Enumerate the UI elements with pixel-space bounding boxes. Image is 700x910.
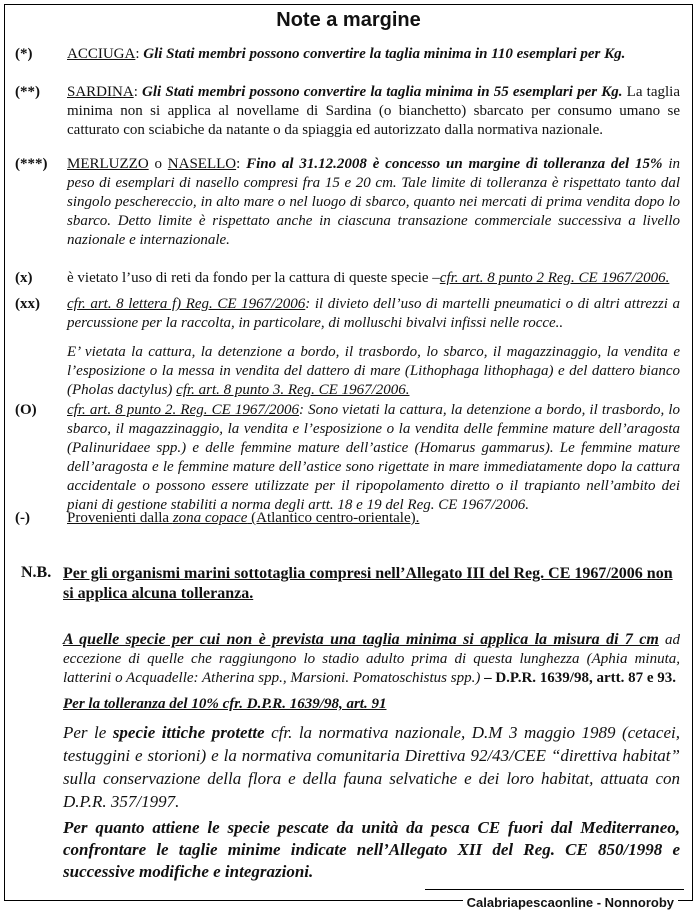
note-dash [5,509,692,529]
note-sardina [5,83,692,143]
species-name: ACCIUGA [67,46,136,62]
note-merluzzo [5,155,692,255]
note-bold-text: Gli Stati membri possono convertire la taglia minima in 110 esemplari per Kg. [143,46,626,62]
footer-credit: Calabriapescaonline - Nonnoroby [463,895,678,910]
outside-mediterranean-block: Per quanto attiene le specie pescate da unità da pesca CE fuori dal Mediterraneo, confrontare le taglie minime indicate nell’Allegato XII del Reg. CE 850/1998 e successive modifiche e integrazioni. [63,818,680,881]
note-text: SARDINA: Gli Stati membri possono convertire la taglia minima in 55 esemplari per Kg. La taglia minima non si applica al novellame di Sardina (o bianchetto) sbarcato per consumo umano se catturato con sciabiche da natante o da spiaggia ed autorizzato dalla normativa nazionale. [67,84,680,138]
protected-species-bold: specie ittiche protette [112,723,265,742]
note-text: è vietato l’uso di reti da fondo per la cattura di queste specie –cfr. art. 8 punto 2 Reg. CE 1967/2006. [67,270,670,286]
note-x [5,269,692,289]
note-text: Provenienti dalla zona copace (Atlantico centro-orientale). [67,510,420,526]
note-bold-text: Fino al 31.12.2008 è concesso un margine di tolleranza del 15% [246,156,663,172]
note-o [5,401,692,513]
note-acciuga [5,45,692,65]
regulation-ref: cfr. art. 8 punto 3. Reg. CE 1967/2006. [176,382,410,398]
note-marker: (O) [15,402,37,418]
footer-rule [425,889,684,890]
note-marker: (x) [15,270,33,286]
regulation-ref: cfr. art. 8 punto 2. Reg. CE 1967/2006 [67,402,299,418]
minimum-size-bold: A quelle specie per cui non è prevista una taglia minima si applica la misura di 7 cm [63,631,659,648]
species-name: MERLUZZO [67,156,149,172]
note-xx [5,295,692,398]
protected-species-block: Per le specie ittiche protette cfr. la normativa nazionale, D.M 3 maggio 1989 (cetacei, testuggini e storioni) e la normativa comunitaria Direttiva 92/43/CEE “direttiva habitat” sulla conservazione della flora e della fauna selvatiche e dei loro habitat, attuata con D.P.R. 357/1997. [63,723,680,811]
note-marker: (**) [15,84,40,100]
regulation-ref: cfr. art. 8 punto 2 Reg. CE 1967/2006. [439,270,670,286]
tolerance-block: Per la tolleranza del 10% cfr. D.P.R. 1639/98, art. 91 [63,696,387,712]
nb-text: Per gli organismi marini sottotaglia compresi nell’Allegato III del Reg. CE 1967/2006 non si applica alcuna tolleranza. [63,565,673,602]
note-text: cfr. art. 8 lettera f) Reg. CE 1967/2006: il divieto dell’uso di martelli pneumatici o di altri attrezzi a percussione per la raccolta, in particolare, di molluschi bivalvi infissi nelle rocce.. E’ vietata la cattura, la detenzione a bordo, il trasbordo, lo sbarco, il magazzinaggio, la vendita e l’esposizione o la messa in vendita del dattero di mare (Lithophaga lithophaga) e del dattero bianco (Pholas dactylus) cfr. art. 8 punto 3. Reg. CE 1967/2006. [67,296,680,398]
zone-name: zona copace [172,510,248,526]
note-marker: (-) [15,510,30,526]
minimum-size-block: A quelle specie per cui non è prevista una taglia minima si applica la misura di 7 cm ad eccezione di quelle che raggiungono lo stadio adulto prima di questa lunghezza (Aphia minuta, latterini o Acquadelle: Atherina spp., Marsioni. Pomatoschistus spp.) – D.P.R. 1639/98, artt. 87 e 93. [63,631,681,686]
notes-page [4,4,693,910]
note-marker: (xx) [15,296,40,312]
nb-marker: N.B. [21,564,52,581]
regulation-ref: cfr. art. 8 lettera f) Reg. CE 1967/2006 [67,296,306,312]
note-text: ACCIUGA: Gli Stati membri possono convertire la taglia minima in 110 esemplari per Kg. [67,46,626,62]
regulation-ref: – D.P.R. 1639/98, artt. 87 e 93. [484,670,677,686]
note-text: cfr. art. 8 punto 2. Reg. CE 1967/2006: Sono vietati la cattura, la detenzione a bordo, il trasbordo, lo sbarco, il magazzinaggio, la vendita e l’esposizione o la vendita delle femmine mature dell’aragosta (Palinuridaee spp.) e delle femmine mature dell’astice (Homarus gammarus). Le femmine mature dell’aragosta e le femmine mature dell’astice sono rigettate in mare immediatamente dopo la cattura accidentale o possono essere utilizzate per il ripopolamento diretto o il trapianto nell’ambito dei piani di gestione stabiliti a norma degli artt. 18 e 19 del Reg. CE 1967/2006. [67,402,680,513]
page-title: Note a margine [276,9,421,31]
note-bold-text: Gli Stati membri possono convertire la taglia minima in 55 esemplari per Kg. [142,84,623,100]
note-marker: (*) [15,46,33,62]
note-paragraph-2: E’ vietata la cattura, la detenzione a bordo, il trasbordo, lo sbarco, il magazzinaggio, la vendita e l’esposizione o la messa in vendita del dattero di mare (Lithophaga lithophaga) e del dattero bianco (Pholas dactylus) cfr. art. 8 punto 3. Reg. CE 1967/2006. [67,344,680,398]
species-name-2: NASELLO [167,156,237,172]
species-name: SARDINA [67,84,134,100]
note-marker: (***) [15,156,48,172]
note-text: MERLUZZO o NASELLO: Fino al 31.12.2008 è concesso un margine di tolleranza del 15% in peso di esemplari di nasello compresi fra 15 e 20 cm. Tale limite di tolleranza è rispettato tanto dal singolo peschereccio, in alto mare o nel luogo di sbarco, quanto nei mercati di prima vendita dopo lo sbarco. Detto limite è rispettato anche in ciascuna transazione commerciale successiva a livello nazionale e internazionale. [67,156,681,248]
